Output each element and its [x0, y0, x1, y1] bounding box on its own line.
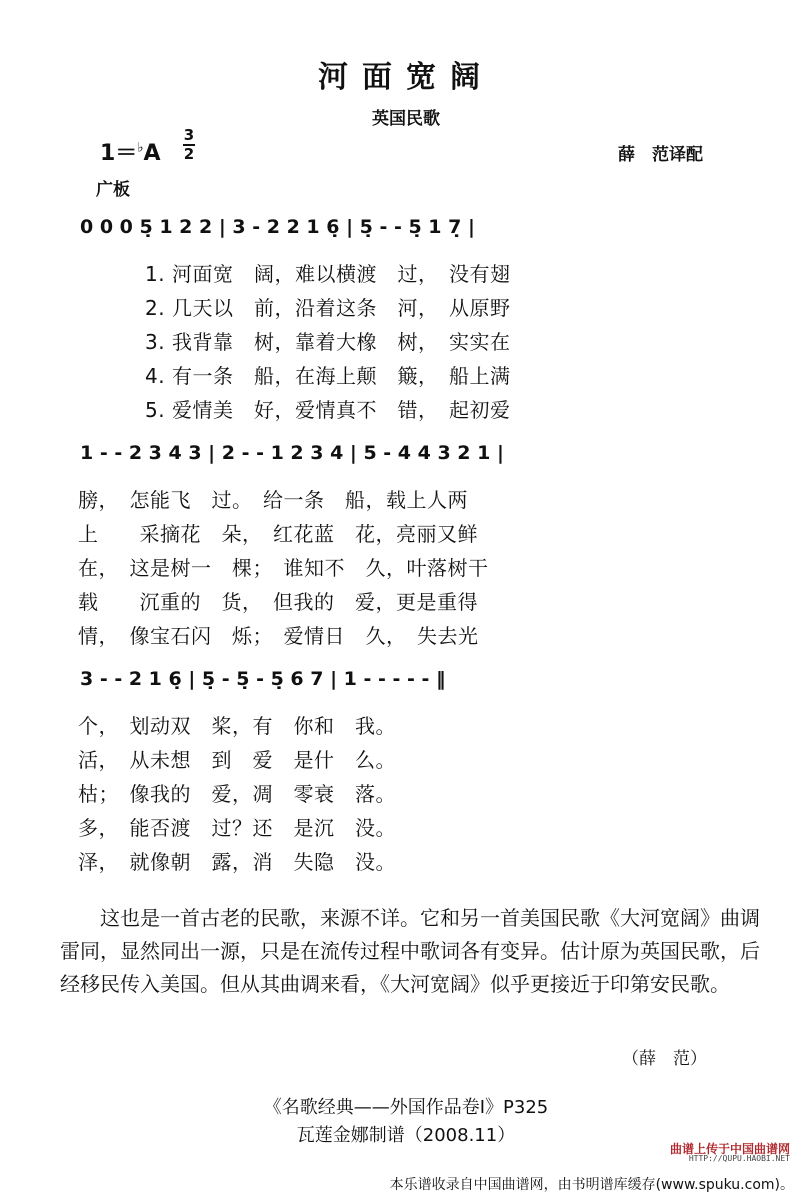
key-note: A: [143, 141, 161, 166]
notation-line-2: 1 - - 2 3 4 3 | 2 - - 1 2 3 4 | 5 - 4 4 3 2 1 |: [80, 442, 504, 464]
lyric-line: 多， 能否渡 过？还 是沉 没。: [78, 816, 396, 840]
time-signature: [183, 128, 195, 162]
source-reference: 《名歌经典——外国作品卷Ⅰ》P325: [263, 1097, 549, 1118]
lyric-line: 活， 从未想 到 爱 是什 么。: [78, 748, 396, 772]
commentary-paragraph: 这也是一首古老的民歌，来源不详。它和另一首美国民歌《大河宽阔》曲调雷同，显然同出一源，只是在流传过程中歌词各有变异。估计原为英国民歌，后经移民传入美国。但从其曲调来看，《大河宽阔》似乎更接近于印第安民歌。: [60, 906, 760, 996]
lyric-line: 个， 划动双 桨，有 你和 我。: [78, 714, 396, 738]
lyric-line: 情， 像宝石闪 烁； 爱情日 久， 失去光: [78, 624, 479, 648]
arranger: 薛 范译配: [618, 145, 703, 165]
flat-sign: ♭: [137, 140, 144, 156]
lyric-line: 上 采摘花 朵， 红花蓝 花，亮丽又鲜: [78, 522, 478, 546]
watermark-url: HTTP://QUPU.HAOBI.NET: [688, 1154, 790, 1163]
tempo-marking: 广板: [96, 180, 130, 200]
lyric-line: 4. 有一条 船，在海上颠 簸， 船上满: [145, 364, 511, 388]
score-maker: 瓦莲金娜制谱（2008.11）: [296, 1125, 516, 1146]
watermark-site: 曲谱上传于中国曲谱网: [669, 1142, 790, 1156]
lyric-line: 泽， 就像朝 露，消 失隐 没。: [78, 850, 396, 874]
notation-line-3: 3 - - 2 1 6̣ | 5̣ - 5̣ - 5̣ 6 7 | 1 - - - - - ‖: [80, 668, 446, 690]
song-subtitle: 英国民歌: [372, 109, 440, 129]
time-signature-bottom: 2: [183, 145, 195, 163]
lyric-line: 枯； 像我的 爱，凋 零衰 落。: [78, 782, 396, 806]
lyric-line: 2. 几天以 前，沿着这条 河， 从原野: [145, 296, 511, 320]
commentary-author: （薛 范）: [622, 1049, 707, 1069]
lyric-line: 5. 爱情美 好，爱情真不 错， 起初爱: [145, 398, 511, 422]
lyric-line: 1. 河面宽 阔，难以横渡 过， 没有翅: [145, 262, 511, 286]
footer-note: 本乐谱收录自中国曲谱网，由书明谱库缓存(www.spuku.com)。: [389, 1177, 794, 1193]
lyric-line: 在， 这是树一 棵； 谁知不 久，叶落树干: [78, 556, 489, 580]
time-signature-top: 3: [183, 126, 195, 144]
lyric-line: 膀， 怎能飞 过。 给一条 船，载上人两: [78, 488, 468, 512]
key-signature: [100, 136, 160, 167]
lyric-line: 3. 我背靠 树，靠着大橡 树， 实实在: [145, 330, 511, 354]
lyric-line: 载 沉重的 货， 但我的 爱，更是重得: [78, 590, 478, 614]
song-title: 河面宽阔: [318, 60, 494, 95]
key-prefix: 1＝: [100, 141, 138, 166]
notation-line-1: 0 0 0 5̣ 1 2 2 | 3 - 2 2 1 6̣ | 5̣ - - 5̣ 1 7̣ |: [80, 216, 475, 238]
